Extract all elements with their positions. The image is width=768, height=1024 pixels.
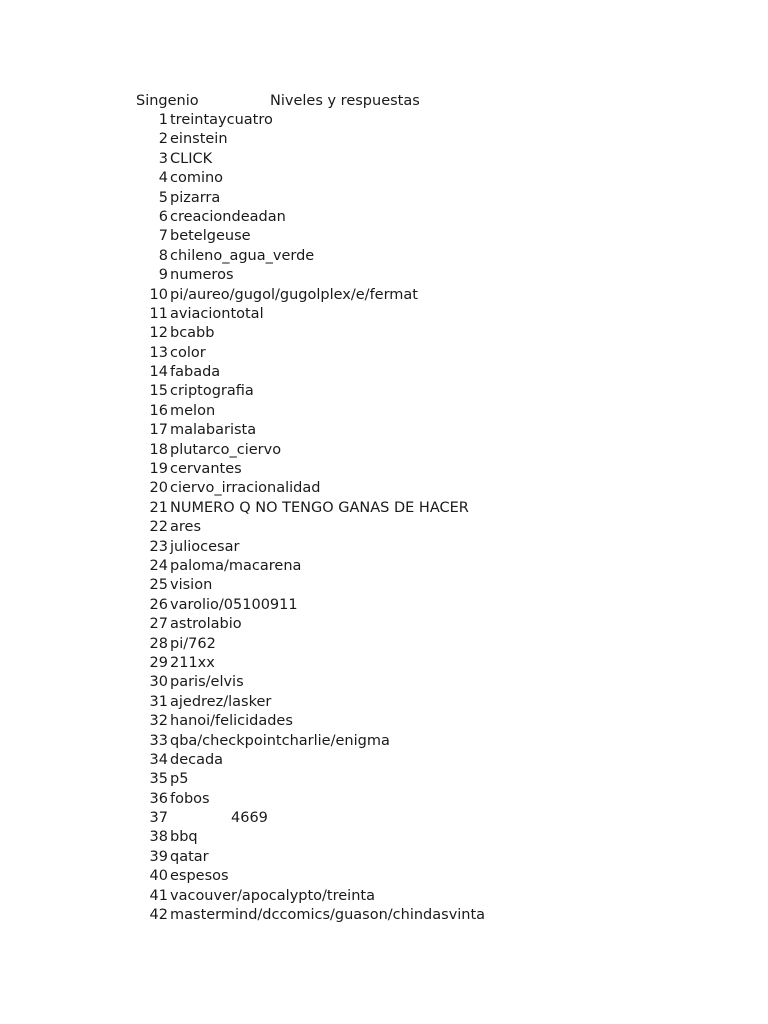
level-answer: decada bbox=[170, 751, 224, 768]
level-answer: fabada bbox=[170, 364, 221, 381]
list-item bbox=[136, 673, 696, 692]
level-number: 39 bbox=[149, 848, 168, 865]
level-answer: qba/checkpointcharlie/enigma bbox=[170, 732, 390, 749]
list-item bbox=[136, 712, 696, 731]
list-item bbox=[136, 848, 696, 867]
level-number: 18 bbox=[149, 441, 168, 458]
list-item bbox=[136, 790, 696, 809]
level-number: 40 bbox=[149, 868, 168, 885]
level-answer: numeros bbox=[170, 267, 234, 284]
level-answer: treintaycuatro bbox=[170, 112, 273, 128]
list-item bbox=[136, 189, 696, 208]
column-header-singenio: Singenio bbox=[136, 93, 199, 109]
list-item bbox=[136, 402, 696, 421]
list-item bbox=[136, 227, 696, 246]
level-number: 17 bbox=[149, 422, 168, 439]
level-number: 2 bbox=[158, 131, 168, 148]
list-item bbox=[136, 266, 696, 285]
level-number: 29 bbox=[149, 654, 168, 671]
level-number: 28 bbox=[149, 635, 168, 652]
level-number: 24 bbox=[149, 557, 168, 574]
level-answer: espesos bbox=[170, 868, 229, 885]
list-item bbox=[136, 635, 696, 654]
list-item bbox=[136, 344, 696, 363]
level-number: 23 bbox=[149, 538, 168, 555]
list-item bbox=[136, 441, 696, 460]
list-item bbox=[136, 576, 696, 595]
level-number: 22 bbox=[149, 519, 168, 536]
level-answer: paris/elvis bbox=[170, 674, 244, 691]
level-number: 10 bbox=[149, 286, 168, 303]
level-number: 32 bbox=[149, 713, 168, 730]
level-answer: bbq bbox=[170, 829, 198, 846]
level-number: 9 bbox=[158, 267, 168, 284]
level-number: 25 bbox=[149, 577, 168, 594]
level-answer: 4669 bbox=[231, 810, 268, 827]
level-number: 11 bbox=[149, 305, 168, 322]
level-number: 7 bbox=[158, 228, 168, 245]
level-number: 20 bbox=[149, 480, 168, 497]
level-number: 31 bbox=[149, 693, 168, 710]
level-number: 6 bbox=[158, 208, 168, 225]
list-item bbox=[136, 499, 696, 518]
level-answer: astrolabio bbox=[170, 616, 242, 633]
level-number: 15 bbox=[149, 383, 168, 400]
level-answer: malabarista bbox=[170, 422, 257, 439]
list-item bbox=[136, 732, 696, 751]
table-header bbox=[136, 91, 636, 111]
list-item bbox=[136, 751, 696, 770]
list-item bbox=[136, 324, 696, 343]
list-item bbox=[136, 538, 696, 557]
level-number: 35 bbox=[149, 771, 168, 788]
list-item bbox=[136, 130, 696, 149]
level-number: 37 bbox=[149, 810, 168, 827]
list-item bbox=[136, 654, 696, 673]
list-item bbox=[136, 363, 696, 382]
level-answer: p5 bbox=[170, 771, 189, 788]
list-item bbox=[136, 382, 696, 401]
level-number: 36 bbox=[149, 790, 168, 807]
list-item bbox=[136, 867, 696, 886]
level-answer: ciervo_irracionalidad bbox=[170, 480, 321, 497]
level-number: 34 bbox=[149, 751, 168, 768]
level-number: 5 bbox=[158, 189, 168, 206]
list-item bbox=[136, 305, 696, 324]
level-answer: chileno_agua_verde bbox=[170, 247, 315, 264]
level-answer: juliocesar bbox=[170, 538, 240, 555]
level-answer: criptografia bbox=[170, 383, 254, 400]
level-answer: melon bbox=[170, 402, 216, 419]
list-item bbox=[136, 169, 696, 188]
list-item bbox=[136, 479, 696, 498]
list-item bbox=[136, 208, 696, 227]
level-answer: aviaciontotal bbox=[170, 305, 264, 322]
list-item bbox=[136, 596, 696, 615]
level-answer: paloma/macarena bbox=[170, 557, 302, 574]
level-number: 3 bbox=[158, 150, 168, 167]
level-answer: hanoi/felicidades bbox=[170, 713, 293, 730]
level-answer: cervantes bbox=[170, 461, 242, 478]
level-answer: mastermind/dccomics/guason/chindasvinta bbox=[170, 907, 486, 924]
level-answer: vision bbox=[170, 577, 213, 594]
list-item bbox=[136, 615, 696, 634]
level-number: 1 bbox=[158, 112, 168, 128]
list-item bbox=[136, 460, 696, 479]
list-item bbox=[136, 286, 696, 305]
level-number: 16 bbox=[149, 402, 168, 419]
level-answer: 211xx bbox=[170, 654, 215, 671]
level-answer: ajedrez/lasker bbox=[170, 693, 272, 710]
level-number: 12 bbox=[149, 325, 168, 342]
list-item bbox=[136, 887, 696, 906]
level-number: 42 bbox=[149, 907, 168, 924]
level-number: 13 bbox=[149, 344, 168, 361]
list-item bbox=[136, 809, 696, 828]
level-answer: pi/aureo/gugol/gugolplex/e/fermat bbox=[170, 286, 418, 303]
list-item bbox=[136, 421, 696, 440]
level-answer: qatar bbox=[170, 848, 209, 865]
level-number: 38 bbox=[149, 829, 168, 846]
level-answer: bcabb bbox=[170, 325, 215, 342]
level-answer: betelgeuse bbox=[170, 228, 251, 245]
list-item bbox=[136, 557, 696, 576]
level-number: 14 bbox=[149, 364, 168, 381]
level-answer: pizarra bbox=[170, 189, 221, 206]
list-item bbox=[136, 770, 696, 789]
level-number: 21 bbox=[149, 499, 168, 516]
level-answer: ares bbox=[170, 519, 202, 536]
level-number: 41 bbox=[149, 887, 168, 904]
level-answer: comino bbox=[170, 170, 224, 187]
level-answer: NUMERO Q NO TENGO GANAS DE HACER bbox=[170, 499, 469, 516]
level-number: 33 bbox=[149, 732, 168, 749]
level-number: 27 bbox=[149, 616, 168, 633]
list-item bbox=[136, 828, 696, 847]
level-number: 8 bbox=[158, 247, 168, 264]
level-answer: plutarco_ciervo bbox=[170, 441, 282, 458]
list-item bbox=[136, 518, 696, 537]
level-answer: CLICK bbox=[170, 150, 213, 167]
level-answer: einstein bbox=[170, 131, 228, 148]
level-number: 19 bbox=[149, 461, 168, 478]
level-number: 4 bbox=[158, 170, 168, 187]
level-answer: vacouver/apocalypto/treinta bbox=[170, 887, 375, 904]
level-answer: fobos bbox=[170, 790, 210, 807]
list-item bbox=[136, 906, 696, 925]
level-number: 26 bbox=[149, 596, 168, 613]
level-answer: color bbox=[170, 344, 206, 361]
level-number: 30 bbox=[149, 674, 168, 691]
level-answer: creaciondeadan bbox=[170, 208, 286, 225]
answer-list bbox=[136, 111, 696, 925]
list-item bbox=[136, 111, 696, 130]
list-item bbox=[136, 150, 696, 169]
list-item bbox=[136, 247, 696, 266]
level-answer: pi/762 bbox=[170, 635, 216, 652]
column-header-niveles: Niveles y respuestas bbox=[270, 93, 420, 109]
level-answer: varolio/05100911 bbox=[170, 596, 298, 613]
list-item bbox=[136, 693, 696, 712]
